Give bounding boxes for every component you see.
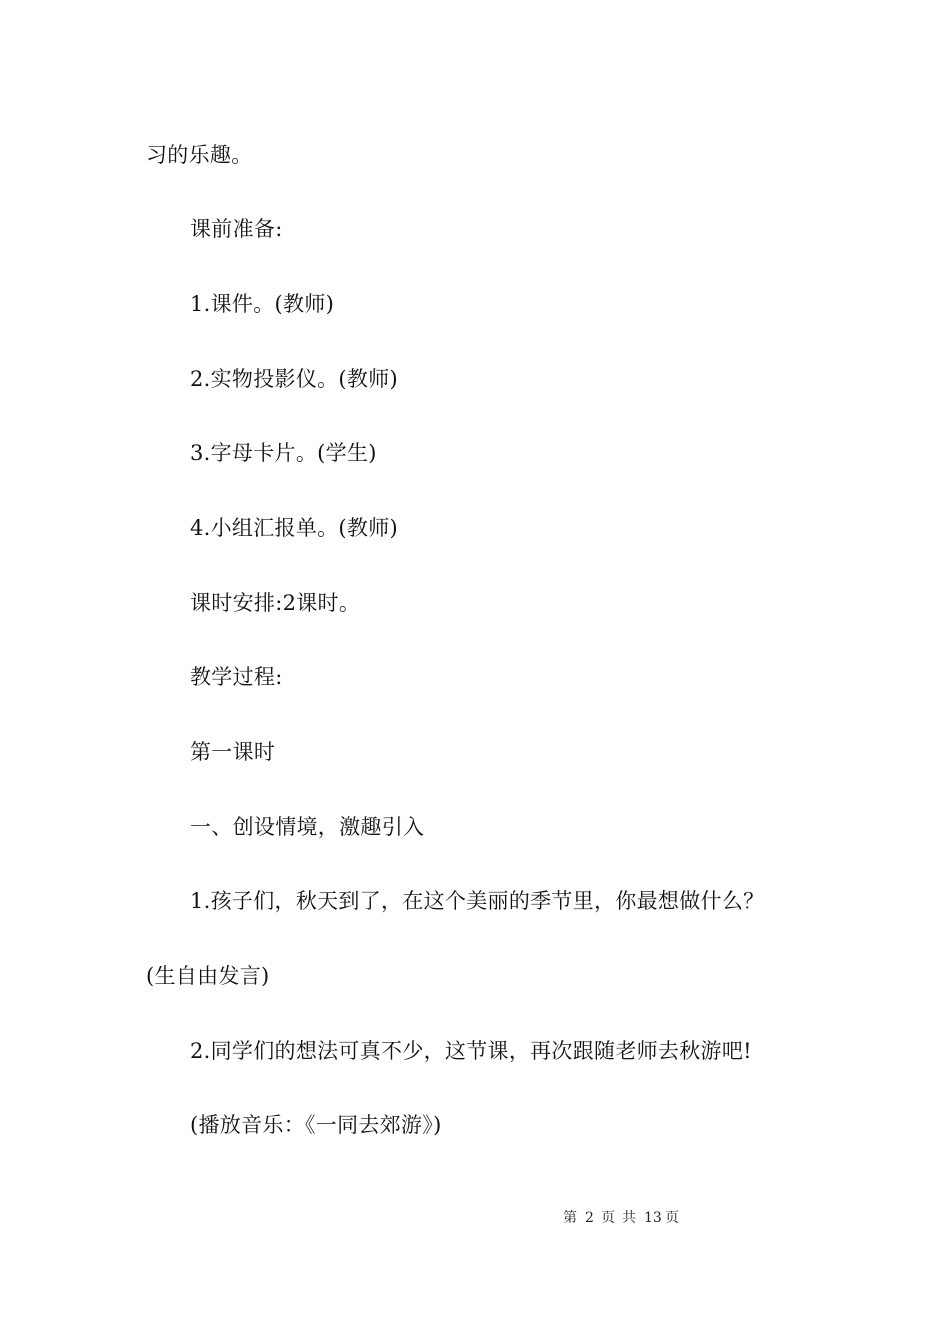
- footer-di: 第: [563, 1210, 577, 1226]
- text-line-section-one: 一、创设情境，激趣引入: [190, 815, 425, 839]
- text-line-step-2: 2.同学们的想法可真不少，这节课，再次跟随老师去秋游吧!: [190, 1039, 752, 1063]
- text-line-prep-item-3: 3.字母卡片。(学生): [190, 441, 377, 465]
- text-line-schedule: 课时安排:2课时。: [190, 591, 361, 615]
- text-line-preparation-heading: 课前准备:: [190, 217, 283, 241]
- footer-total-pages: 13: [644, 1210, 662, 1226]
- text-line-music-note: (播放音乐：《一同去郊游》): [190, 1113, 442, 1137]
- footer-current-page: 2: [585, 1210, 594, 1226]
- text-line-process-heading: 教学过程:: [190, 665, 283, 689]
- text-line-prep-item-4: 4.小组汇报单。(教师): [190, 516, 399, 540]
- text-line-step-1-note: (生自由发言): [146, 964, 270, 988]
- text-line-prep-item-1: 1.课件。(教师): [190, 292, 335, 316]
- text-line-prep-item-2: 2.实物投影仪。(教师): [190, 367, 399, 391]
- footer-ye-end: 页: [665, 1210, 679, 1226]
- text-line-first-lesson: 第一课时: [190, 740, 276, 764]
- footer-ye: 页: [601, 1210, 615, 1226]
- text-line-continuation: 习的乐趣。: [146, 143, 253, 167]
- text-line-step-1: 1.孩子们，秋天到了，在这个美丽的季节里，你最想做什么？: [190, 889, 765, 913]
- footer-gong: 共: [622, 1210, 636, 1226]
